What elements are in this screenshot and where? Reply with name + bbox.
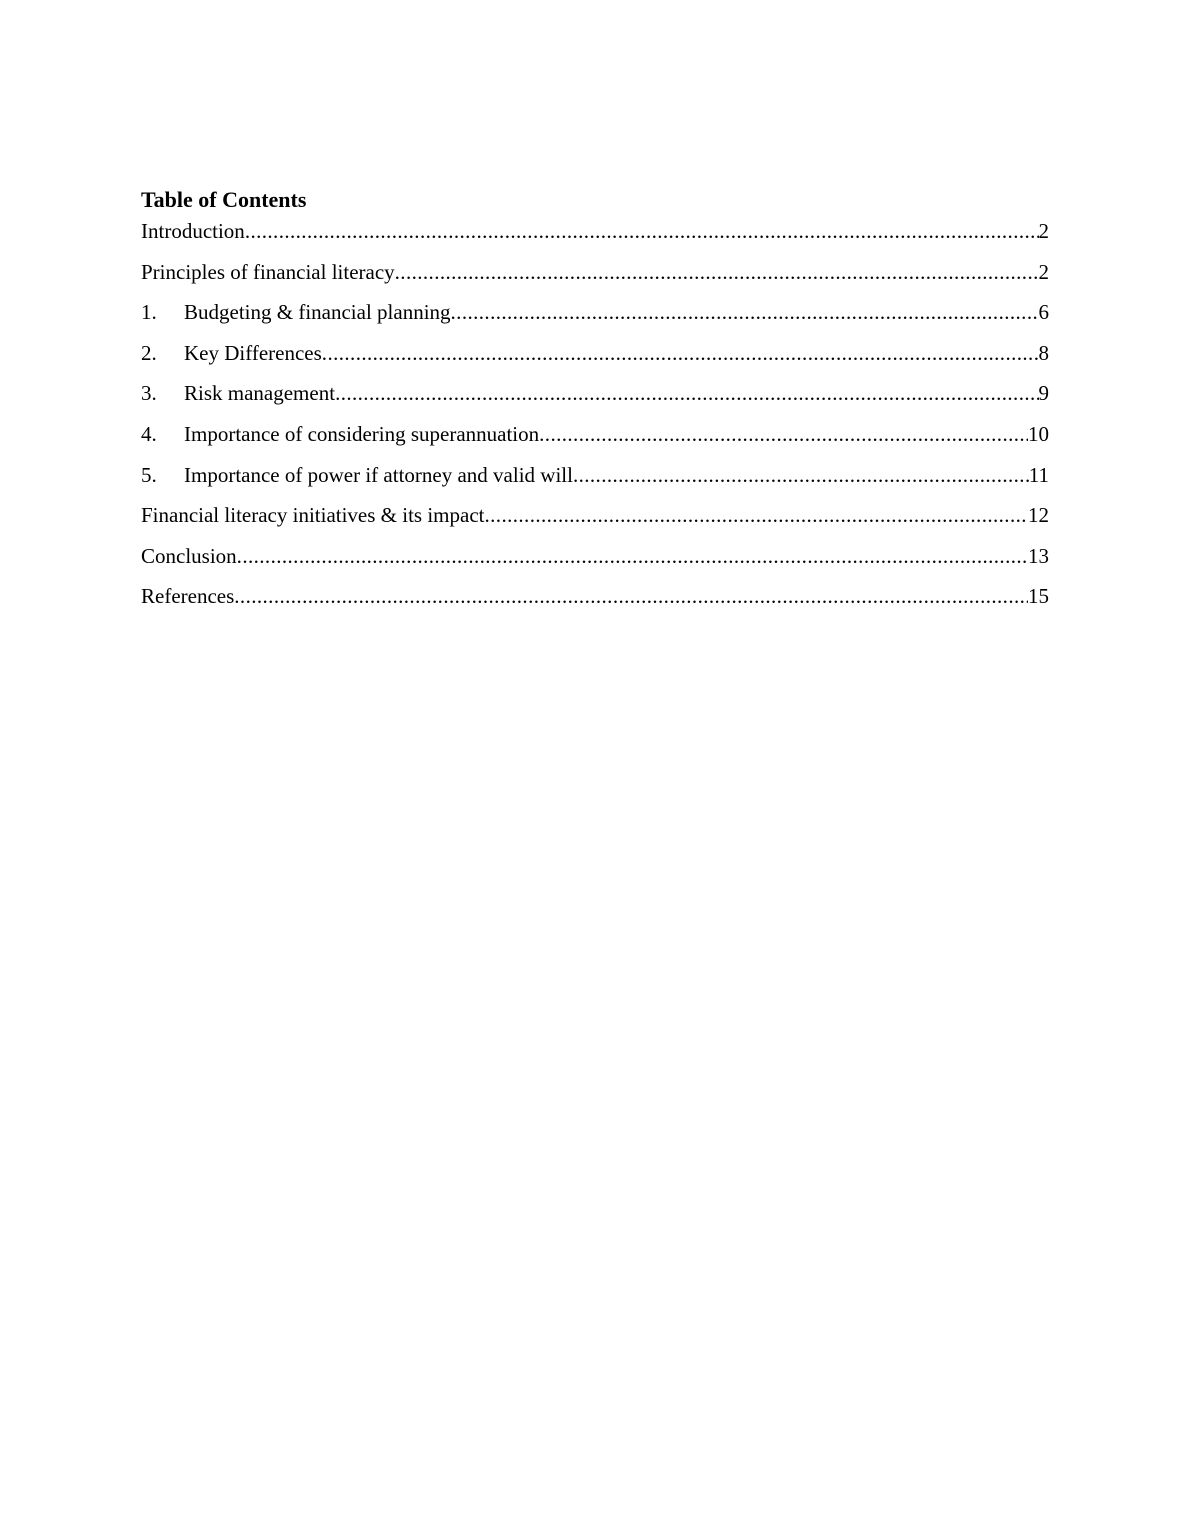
toc-entry-superannuation[interactable] (141, 420, 1049, 448)
toc-entry-number: 2. (141, 340, 157, 365)
toc-dot-leader (451, 298, 1039, 326)
toc-page-number: 6 (1038, 300, 1049, 325)
toc-entry-label: Financial literacy initiatives & its impact (141, 503, 485, 528)
toc-dot-leader (573, 461, 1029, 489)
toc-entry-label: References (141, 584, 235, 609)
toc-entry-number: 5. (141, 462, 157, 487)
toc-dot-leader (395, 258, 1039, 286)
toc-entry-label: Principles of financial literacy (141, 259, 395, 284)
table-of-contents (141, 186, 1049, 610)
toc-page-number: 2 (1038, 219, 1049, 243)
toc-entry-number: 3. (141, 381, 157, 406)
toc-entry-conclusion[interactable] (141, 542, 1049, 570)
toc-page-number: 11 (1028, 462, 1049, 487)
toc-entry-principles[interactable] (141, 258, 1049, 286)
toc-entry-power-of-attorney[interactable] (141, 461, 1049, 489)
toc-dot-leader (234, 582, 1028, 610)
toc-dot-leader (485, 501, 1029, 529)
toc-entry-number: 1. (141, 300, 157, 325)
toc-page-number: 10 (1028, 421, 1049, 446)
toc-title: Table of Contents (141, 187, 307, 212)
toc-entry-label: Risk management (184, 381, 336, 406)
toc-entry-key-differences[interactable] (141, 339, 1049, 367)
toc-entry-budgeting[interactable] (141, 298, 1049, 326)
toc-page-number: 12 (1028, 503, 1049, 528)
toc-entry-number: 4. (141, 421, 157, 446)
toc-page-number: 9 (1038, 381, 1049, 406)
toc-entry-label: Conclusion (141, 543, 237, 568)
toc-entry-label: Importance of considering superannuation (184, 421, 540, 446)
toc-entry-label: Key Differences (184, 340, 322, 365)
toc-dot-leader (245, 217, 1039, 245)
toc-dot-leader (335, 379, 1038, 407)
toc-page-number: 8 (1038, 340, 1049, 365)
toc-entry-references[interactable] (141, 582, 1049, 610)
toc-page-number: 2 (1038, 259, 1049, 284)
toc-entry-label: Importance of power if attorney and valid will (184, 462, 573, 487)
toc-dot-leader (539, 420, 1028, 448)
toc-page-number: 13 (1028, 543, 1049, 568)
toc-entry-introduction[interactable] (141, 217, 1049, 245)
toc-entry-initiatives[interactable] (141, 501, 1049, 529)
toc-list (141, 217, 1049, 610)
toc-entry-label: Introduction (141, 219, 245, 243)
toc-dot-leader (237, 542, 1028, 570)
toc-entry-label: Budgeting & financial planning (184, 300, 451, 325)
toc-page-number: 15 (1028, 584, 1049, 609)
toc-entry-risk-management[interactable] (141, 379, 1049, 407)
toc-dot-leader (322, 339, 1039, 367)
